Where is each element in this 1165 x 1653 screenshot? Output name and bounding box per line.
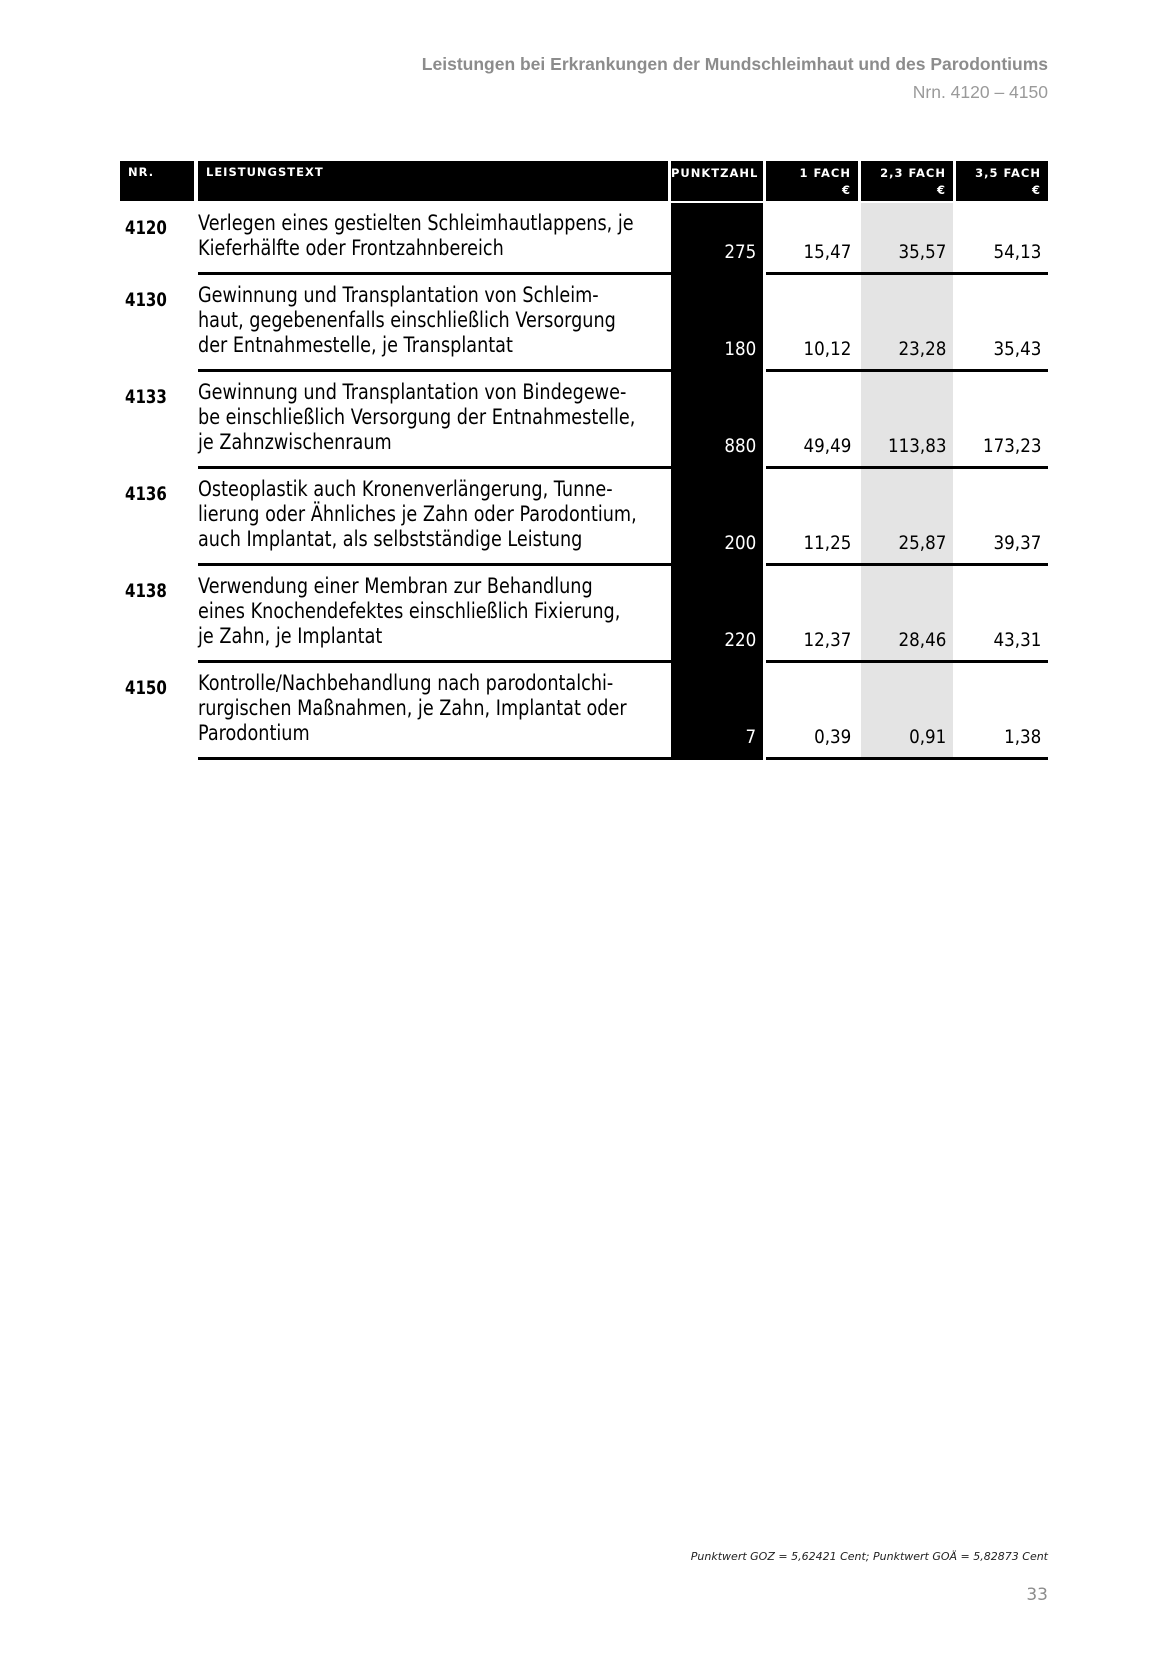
col-header-23fach [861, 161, 953, 201]
leistungstext-line: haut, gegebenenfalls einschließlich Versorgung [198, 308, 616, 332]
row-35fach [956, 240, 1048, 265]
table-row [0, 203, 1165, 275]
row-23fach [861, 434, 953, 459]
footer-punktwert-note: Punktwert GOZ = 5,62421 Cent; Punktwert GOÄ = 5,82873 Cent [690, 1550, 1048, 1563]
leistungstext-line: Kieferhälfte oder Frontzahnbereich [198, 236, 504, 260]
row-35fach [956, 434, 1048, 459]
leistungstext-line: Verwendung einer Membran zur Behandlung [198, 574, 593, 598]
row-leistungstext [198, 477, 668, 552]
row-divider [766, 757, 1048, 760]
row-punktzahl [671, 337, 763, 362]
row-nr: 4120 [125, 217, 167, 239]
col-header-23fach-label: 2,3 FACH [880, 166, 946, 180]
row-23fach-value: 25,87 [898, 532, 946, 554]
row-nr: 4136 [125, 483, 167, 505]
col-header-35fach [956, 161, 1048, 201]
row-23fach [861, 628, 953, 653]
row-1fach-value: 49,49 [803, 435, 851, 457]
currency-symbol: € [936, 183, 946, 197]
col-header-1fach [766, 161, 858, 201]
col-header-leistungstext: LEISTUNGSTEXT [198, 161, 668, 201]
row-leistungstext [198, 380, 668, 455]
row-nr: 4130 [125, 289, 167, 311]
row-23fach-value: 28,46 [898, 629, 946, 651]
leistungstext-line: je Zahn, je Implantat [198, 624, 383, 648]
row-1fach [766, 337, 858, 362]
row-nr: 4138 [125, 580, 167, 602]
table-row [0, 372, 1165, 469]
col-header-nr: NR. [120, 161, 194, 201]
row-35fach-value: 173,23 [982, 435, 1041, 457]
row-nr: 4133 [125, 386, 167, 408]
col-header-punktzahl [671, 161, 763, 201]
row-punktzahl-value: 275 [724, 241, 756, 263]
row-23fach [861, 531, 953, 556]
leistungstext-line: eines Knochendefektes einschließlich Fixierung, [198, 599, 621, 623]
row-23fach-value: 113,83 [887, 435, 946, 457]
leistungstext-line: je Zahnzwischenraum [198, 430, 392, 454]
row-1fach [766, 434, 858, 459]
row-leistungstext [198, 211, 668, 261]
row-punktzahl [671, 240, 763, 265]
row-leistungstext [198, 283, 668, 358]
row-leistungstext [198, 671, 668, 746]
row-35fach [956, 531, 1048, 556]
row-35fach-value: 1,38 [1003, 726, 1041, 748]
leistungstext-line: be einschließlich Versorgung der Entnahmestelle, [198, 405, 636, 429]
row-35fach-value: 43,31 [993, 629, 1041, 651]
row-punktzahl [671, 531, 763, 556]
row-23fach [861, 337, 953, 362]
row-1fach [766, 240, 858, 265]
table-row [0, 663, 1165, 760]
col-header-punktzahl-label: PUNKTZAHL [671, 166, 759, 180]
leistungstext-line: lierung oder Ähnliches je Zahn oder Parodontium, [198, 502, 637, 526]
leistungstext-line: Verlegen eines gestielten Schleimhautlappens, je [198, 211, 634, 235]
currency-symbol: € [841, 183, 851, 197]
row-1fach-value: 0,39 [813, 726, 851, 748]
page-header-title: Leistungen bei Erkrankungen der Mundschleimhaut und des Parodontiums [421, 54, 1048, 74]
row-35fach-value: 35,43 [993, 338, 1041, 360]
row-punktzahl-value: 220 [724, 629, 756, 651]
leistungstext-line: rurgischen Maßnahmen, je Zahn, Implantat oder [198, 696, 627, 720]
leistungstext-line: Kontrolle/Nachbehandlung nach parodontalchi- [198, 671, 614, 695]
row-leistungstext [198, 574, 668, 649]
row-1fach-value: 10,12 [803, 338, 851, 360]
row-1fach [766, 725, 858, 750]
row-35fach [956, 337, 1048, 362]
row-35fach [956, 725, 1048, 750]
row-1fach [766, 628, 858, 653]
row-1fach-value: 11,25 [803, 532, 851, 554]
col-header-35fach-label: 3,5 FACH [975, 166, 1041, 180]
page-header-subtitle: Nrn. 4120 – 4150 [912, 82, 1048, 102]
row-punktzahl [671, 434, 763, 459]
row-divider [198, 757, 671, 760]
row-23fach [861, 725, 953, 750]
row-punktzahl-value: 7 [745, 726, 756, 748]
row-punktzahl-value: 880 [724, 435, 756, 457]
row-23fach-value: 0,91 [908, 726, 946, 748]
row-1fach-value: 12,37 [803, 629, 851, 651]
row-1fach-value: 15,47 [803, 241, 851, 263]
row-punktzahl [671, 725, 763, 750]
leistungstext-line: der Entnahmestelle, je Transplantat [198, 333, 513, 357]
row-23fach-value: 23,28 [898, 338, 946, 360]
table-row [0, 469, 1165, 566]
leistungstext-line: auch Implantat, als selbstständige Leistung [198, 527, 583, 551]
currency-symbol: € [1031, 183, 1041, 197]
row-23fach-value: 35,57 [898, 241, 946, 263]
leistungstext-line: Parodontium [198, 721, 310, 745]
row-punktzahl [671, 628, 763, 653]
leistungstext-line: Gewinnung und Transplantation von Schleim- [198, 283, 599, 307]
row-23fach [861, 240, 953, 265]
col-header-1fach-label: 1 FACH [799, 166, 851, 180]
row-35fach-value: 54,13 [993, 241, 1041, 263]
row-punktzahl-value: 200 [724, 532, 756, 554]
leistungstext-line: Gewinnung und Transplantation von Bindegewe- [198, 380, 627, 404]
row-35fach-value: 39,37 [993, 532, 1041, 554]
row-punktzahl-value: 180 [724, 338, 756, 360]
row-1fach [766, 531, 858, 556]
page-number: 33 [1026, 1585, 1048, 1605]
row-35fach [956, 628, 1048, 653]
row-nr: 4150 [125, 677, 167, 699]
table-row [0, 275, 1165, 372]
table-row [0, 566, 1165, 663]
leistungstext-line: Osteoplastik auch Kronenverlängerung, Tunne- [198, 477, 613, 501]
